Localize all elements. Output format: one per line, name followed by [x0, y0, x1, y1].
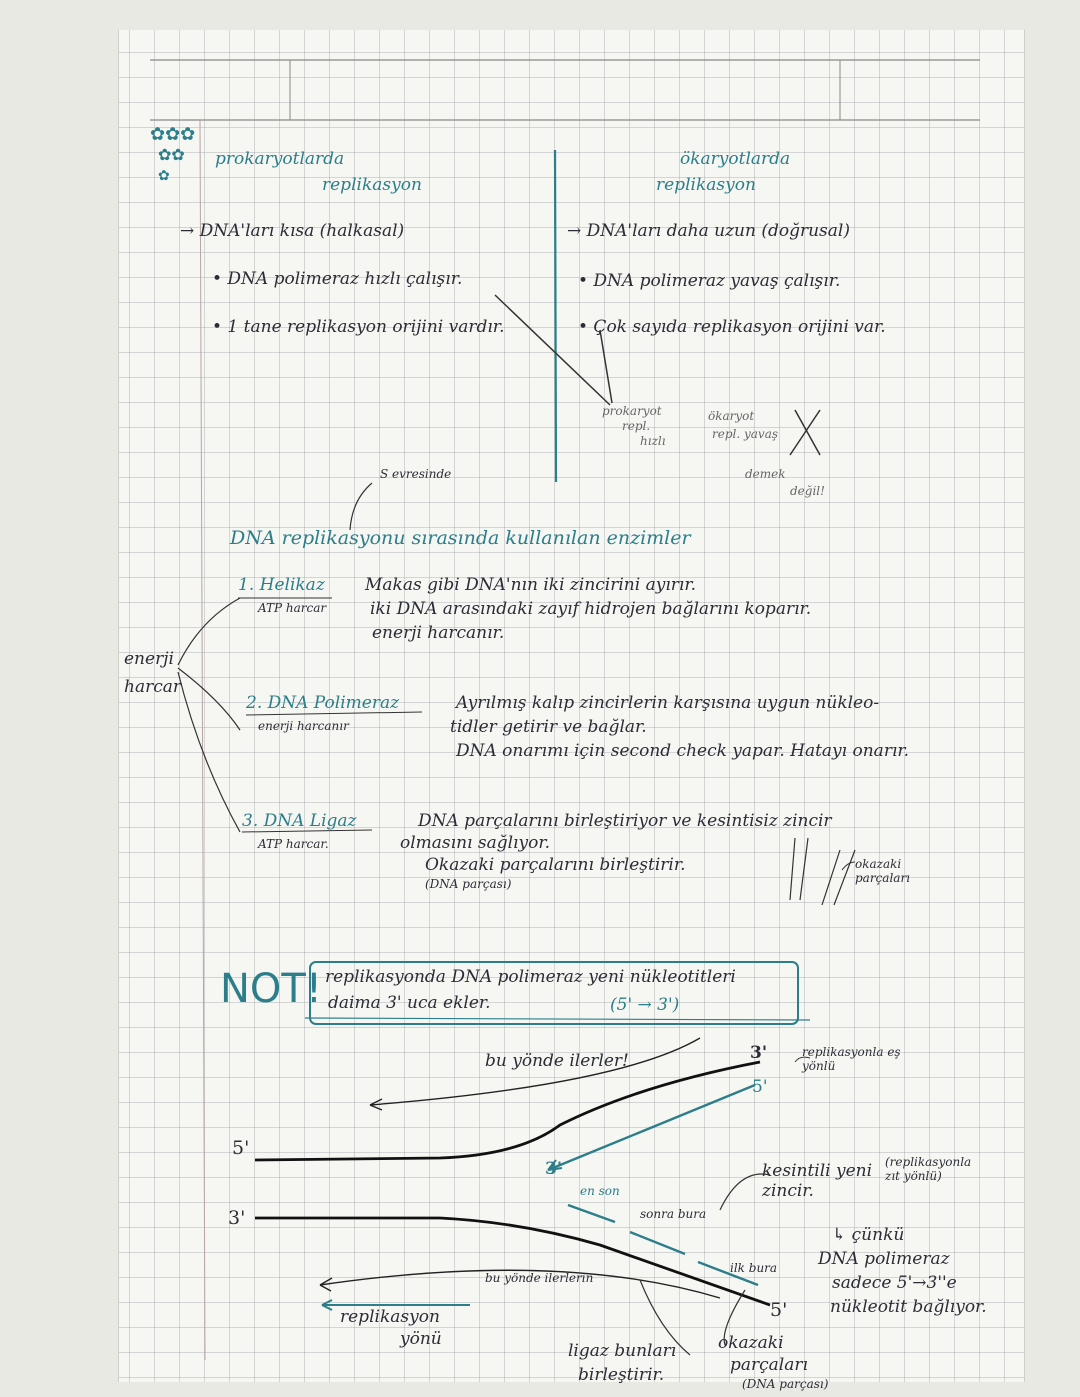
fork-dna-polimeraz: DNA polimeraz	[818, 1249, 950, 1269]
fork-kesintili-note: (replikasyonla zıt yönlü)	[885, 1155, 972, 1183]
enzyme-helikaz-name: 1. Helikaz	[238, 575, 325, 595]
right-point-1: → DNA'ları daha uzun (doğrusal)	[567, 221, 850, 241]
left-title-line1: prokaryotlarda	[215, 149, 345, 169]
okazaki-small-label: okazaki parçaları	[855, 857, 911, 885]
fork-3prime-top-right: 3'	[750, 1043, 768, 1063]
left-point-3: • 1 tane replikasyon orijini vardır.	[212, 317, 505, 337]
note-repl: repl.	[622, 419, 651, 433]
note-prokaryot: prokaryot	[602, 404, 662, 418]
svg-text:✿: ✿	[158, 168, 170, 184]
svg-text:✿✿✿: ✿✿✿	[150, 124, 196, 145]
enzyme-polimeraz-line1: Ayrılmış kalıp zincirlerin karşısına uygun nükleo-	[456, 693, 880, 713]
fork-bu-yonde-ilerler: bu yönde ilerler!	[485, 1051, 629, 1071]
fork-bu-yonde-ilerlerin: bu yönde ilerlerin	[485, 1271, 594, 1285]
enzyme-ligaz-line3: Okazaki parçalarını birleştirir.	[425, 855, 686, 875]
enzyme-helikaz-sub: ATP harcar	[258, 601, 327, 615]
enzyme-polimeraz-name: 2. DNA Polimeraz	[246, 693, 400, 713]
enzyme-polimeraz-sub: enerji harcanır	[258, 719, 349, 733]
fork-okazaki-2: parçaları	[730, 1355, 808, 1375]
fork-sonra-bura: sonra bura	[640, 1207, 707, 1221]
enzyme-ligaz-note: (DNA parçası)	[425, 877, 512, 891]
fork-okazaki-1: okazaki	[718, 1333, 784, 1353]
left-point-2: • DNA polimeraz hızlı çalışır.	[212, 269, 463, 289]
fork-5prime-top-right: 5'	[752, 1077, 768, 1097]
right-title-line2: replikasyon	[656, 175, 756, 195]
enzyme-ligaz-line1: DNA parçalarını birleştiriyor ve kesintisiz zincir	[418, 811, 832, 831]
enzyme-polimeraz-line2: tidler getirir ve bağlar.	[450, 717, 647, 737]
fork-5prime-top-left: 5'	[232, 1137, 250, 1159]
fork-birlestirir: birleştirir.	[578, 1365, 665, 1385]
right-point-3: • Çok sayıda replikasyon orijini var.	[578, 317, 886, 337]
right-point-2: • DNA polimeraz yavaş çalışır.	[578, 271, 841, 291]
energy-label-1: enerji	[124, 649, 174, 669]
note-line1: replikasyonda DNA polimeraz yeni nükleotitleri	[325, 967, 736, 987]
note-direction: (5' → 3')	[610, 995, 680, 1015]
fork-okazaki-3: (DNA parçası)	[742, 1377, 829, 1391]
fork-replikasyon-yonu-1: replikasyon	[340, 1307, 440, 1327]
enzyme-helikaz-line2: iki DNA arasındaki zayıf hidrojen bağlarını koparır.	[370, 599, 812, 619]
fork-en-son: en son	[580, 1184, 620, 1198]
left-point-1: → DNA'ları kısa (halkasal)	[180, 221, 405, 241]
enzyme-ligaz-name: 3. DNA Ligaz	[242, 811, 357, 831]
fork-kesintili-yeni-zincir: kesintili yeni zincir.	[762, 1161, 873, 1201]
enzyme-polimeraz-line3: DNA onarımı için second check yapar. Hatayı onarır.	[456, 741, 910, 761]
enzyme-helikaz-line3: enerji harcanır.	[372, 623, 505, 643]
fork-ligaz-bunlari: ligaz bunları	[568, 1341, 677, 1361]
note-line2: daima 3' uca ekler.	[328, 993, 491, 1013]
note-hizli: hızlı	[640, 434, 666, 448]
note-label: NOT!	[220, 966, 322, 1012]
fork-cunku: ↳ çünkü	[832, 1225, 905, 1245]
right-title-line1: ökaryotlarda	[680, 149, 791, 169]
fork-3prime-bottom-left: 3'	[228, 1207, 246, 1229]
note-degil: değil!	[790, 484, 825, 498]
note-repl-yavas: repl. yavaş	[712, 427, 779, 441]
enzyme-ligaz-line2: olmasını sağlıyor.	[400, 833, 550, 853]
svg-text:✿✿: ✿✿	[158, 145, 185, 164]
enzyme-helikaz-line1: Makas gibi DNA'nın iki zincirini ayırır.	[365, 575, 696, 595]
note-okaryot: ökaryot	[708, 409, 755, 423]
fork-replikasyonla-es-yonlu: replikasyonla eş yönlü	[802, 1045, 901, 1073]
enzyme-ligaz-sub: ATP harcar.	[258, 837, 329, 851]
fork-ilk-bura: ilk bura	[730, 1261, 778, 1275]
fork-3prime-mid: 3'	[545, 1159, 563, 1179]
fork-replikasyon-yonu-2: yönü	[400, 1329, 442, 1349]
enzymes-title: DNA replikasyonu sırasında kullanılan enzimler	[230, 527, 691, 549]
energy-label-2: harcar	[124, 677, 181, 697]
fork-nukleotit: nükleotit bağlıyor.	[830, 1297, 987, 1317]
fork-5prime-bottom-right: 5'	[770, 1299, 788, 1321]
note-demek: demek	[745, 467, 786, 481]
s-phase-note: S evresinde	[380, 467, 452, 481]
fork-sadece: sadece 5'→3''e	[832, 1273, 957, 1293]
left-title-line2: replikasyon	[322, 175, 422, 195]
